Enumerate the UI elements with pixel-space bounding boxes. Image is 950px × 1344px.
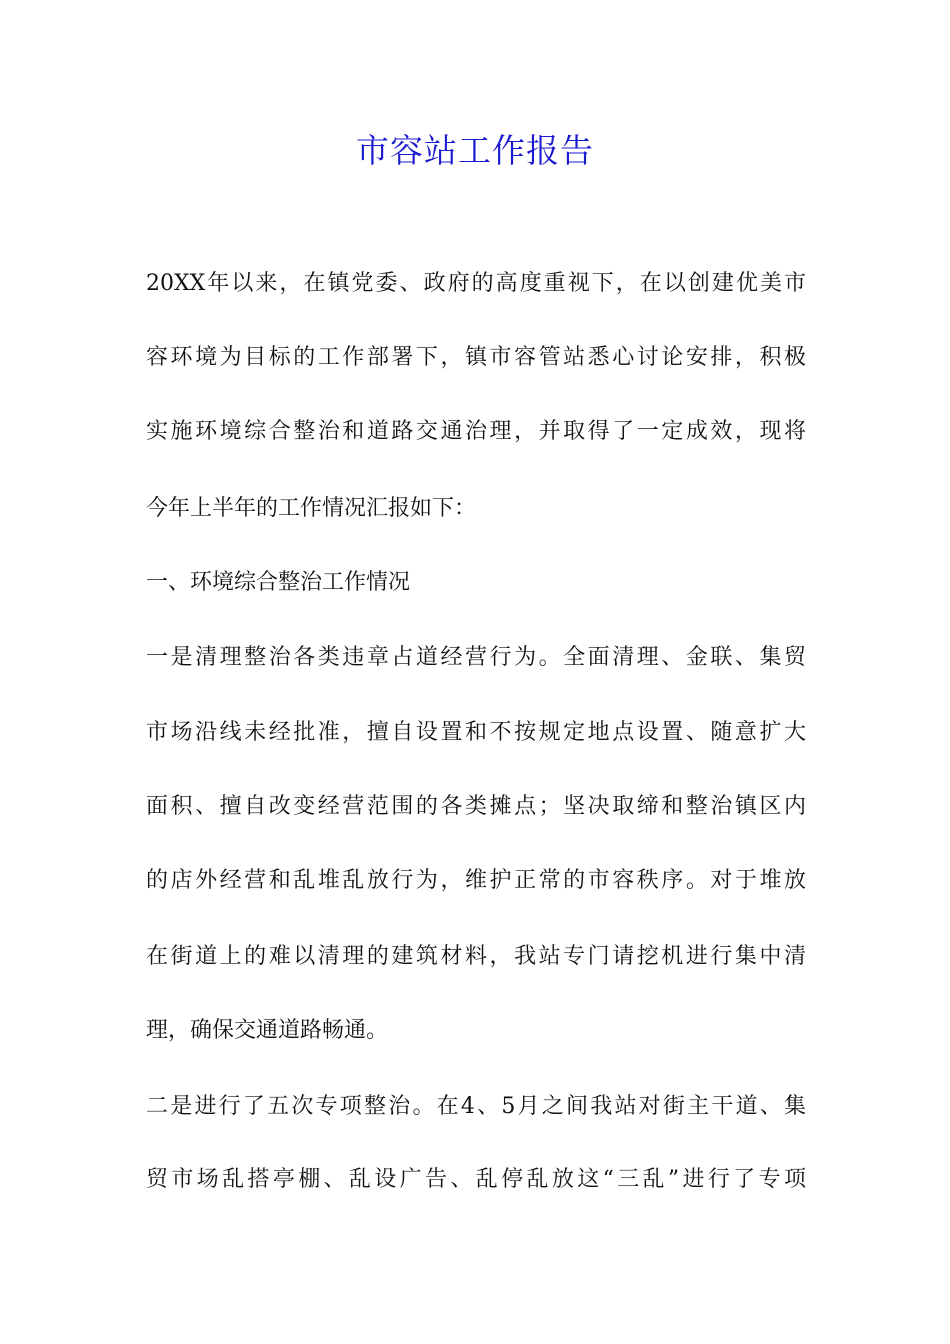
- paragraph-line: 实施环境综合整治和道路交通治理，并取得了一定成效，现将: [146, 419, 806, 444]
- paragraph-line: 在街道上的难以清理的建筑材料，我站专门请挖机进行集中清: [146, 944, 806, 969]
- paragraph-line: 贸市场乱搭亭棚、乱设广告、乱停乱放这“三乱”进行了专项: [146, 1167, 806, 1192]
- paragraph-line: 一是清理整治各类违章占道经营行为。全面清理、金联、集贸: [146, 645, 806, 670]
- paragraph-line: 理，确保交通道路畅通。: [146, 1018, 389, 1043]
- paragraph-line: 市场沿线未经批准，擅自设置和不按规定地点设置、随意扩大: [146, 720, 806, 745]
- paragraph-line: 二是进行了五次专项整治。在4、5月之间我站对街主干道、集: [146, 1094, 806, 1119]
- section-heading: 一、环境综合整治工作情况: [146, 570, 411, 595]
- document-title: 市容站工作报告: [356, 131, 594, 170]
- paragraph-line: 20XX年以来，在镇党委、政府的高度重视下，在以创建优美市: [146, 271, 806, 296]
- paragraph-line: 容环境为目标的工作部署下，镇市容管站悉心讨论安排，积极: [146, 345, 806, 370]
- paragraph-line: 今年上半年的工作情况汇报如下：: [146, 496, 477, 521]
- paragraph-line: 面积、擅自改变经营范围的各类摊点；坚决取缔和整治镇区内: [146, 794, 806, 819]
- paragraph-line: 的店外经营和乱堆乱放行为，维护正常的市容秩序。对于堆放: [146, 868, 806, 893]
